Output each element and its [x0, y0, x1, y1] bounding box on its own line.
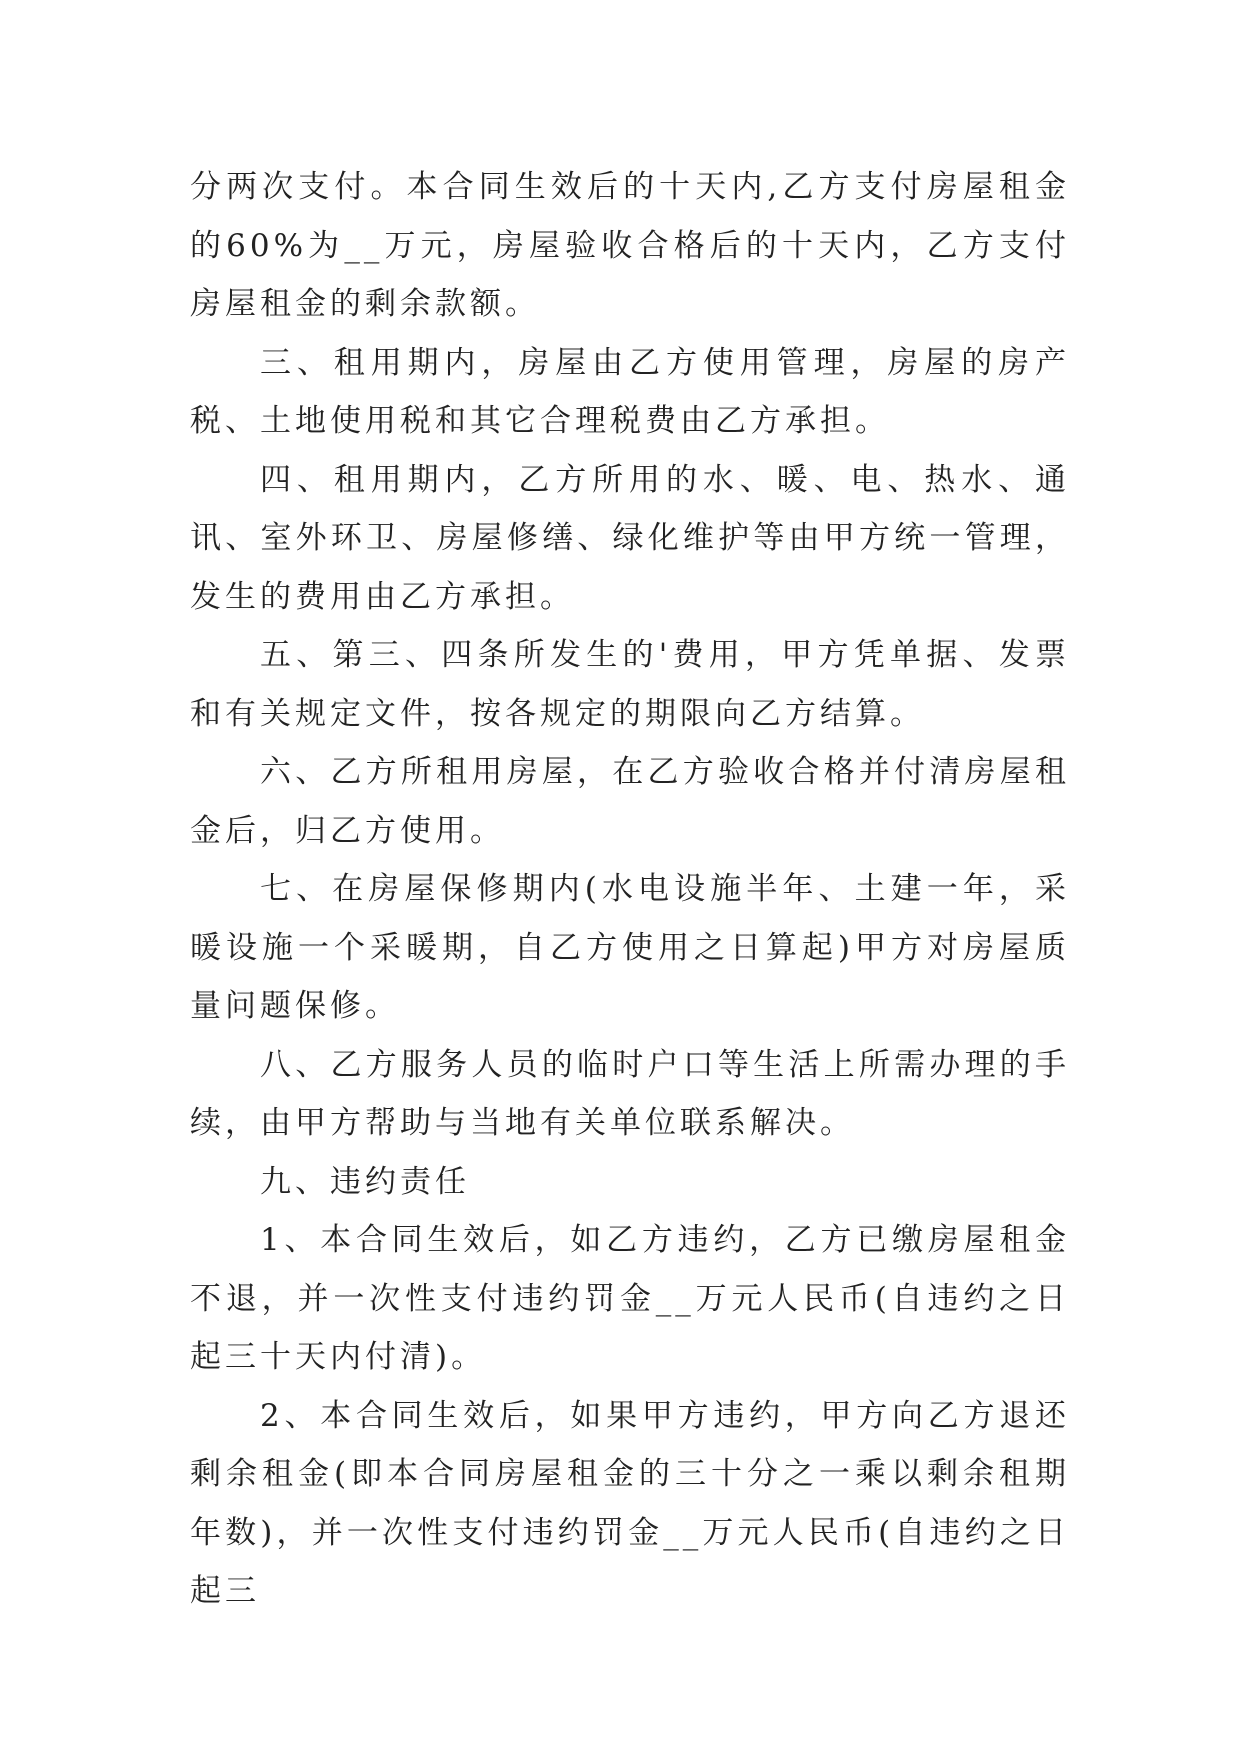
paragraph-clause-4: 四、租用期内，乙方所用的水、暖、电、热水、通讯、室外环卫、房屋修缮、绿化维护等由甲方统一管理，发生的费用由乙方承担。 [190, 461, 1070, 615]
paragraph-clause-5: 五、第三、四条所发生的'费用，甲方凭单据、发票和有关规定文件，按各规定的期限向乙方结算。 [190, 637, 1070, 732]
paragraph-payment-continued: 分两次支付。本合同生效后的十天内,乙方支付房屋租金的60%为__万元，房屋验收合格后的十天内，乙方支付房屋租金的剩余款额。 [190, 169, 1070, 322]
paragraph-clause-6: 六、乙方所租用房屋，在乙方验收合格并付清房屋租金后，归乙方使用。 [190, 754, 1070, 849]
paragraph-clause-9-item-2: 2、本合同生效后，如果甲方违约，甲方向乙方退还剩余租金(即本合同房屋租金的三十分之一乘以剩余租期年数)，并一次性支付违约罚金__万元人民币(自违约之日起三 [190, 1397, 1070, 1609]
paragraph-clause-9-item-1: 1、本合同生效后，如乙方违约，乙方已缴房屋租金不退，并一次性支付违约罚金__万元人民币(自违约之日起三十天内付清)。 [190, 1222, 1070, 1375]
paragraph-clause-8: 八、乙方服务人员的临时户口等生活上所需办理的手续，由甲方帮助与当地有关单位联系解决。 [190, 1046, 1070, 1141]
document-body [190, 158, 1070, 1621]
paragraph-clause-3: 三、租用期内，房屋由乙方使用管理，房屋的房产税、土地使用税和其它合理税费由乙方承担。 [190, 344, 1070, 439]
paragraph-clause-9-heading: 九、违约责任 [260, 1163, 470, 1200]
paragraph-clause-7: 七、在房屋保修期内(水电设施半年、土建一年，采暖设施一个采暖期，自乙方使用之日算起)甲方对房屋质量问题保修。 [190, 871, 1070, 1024]
